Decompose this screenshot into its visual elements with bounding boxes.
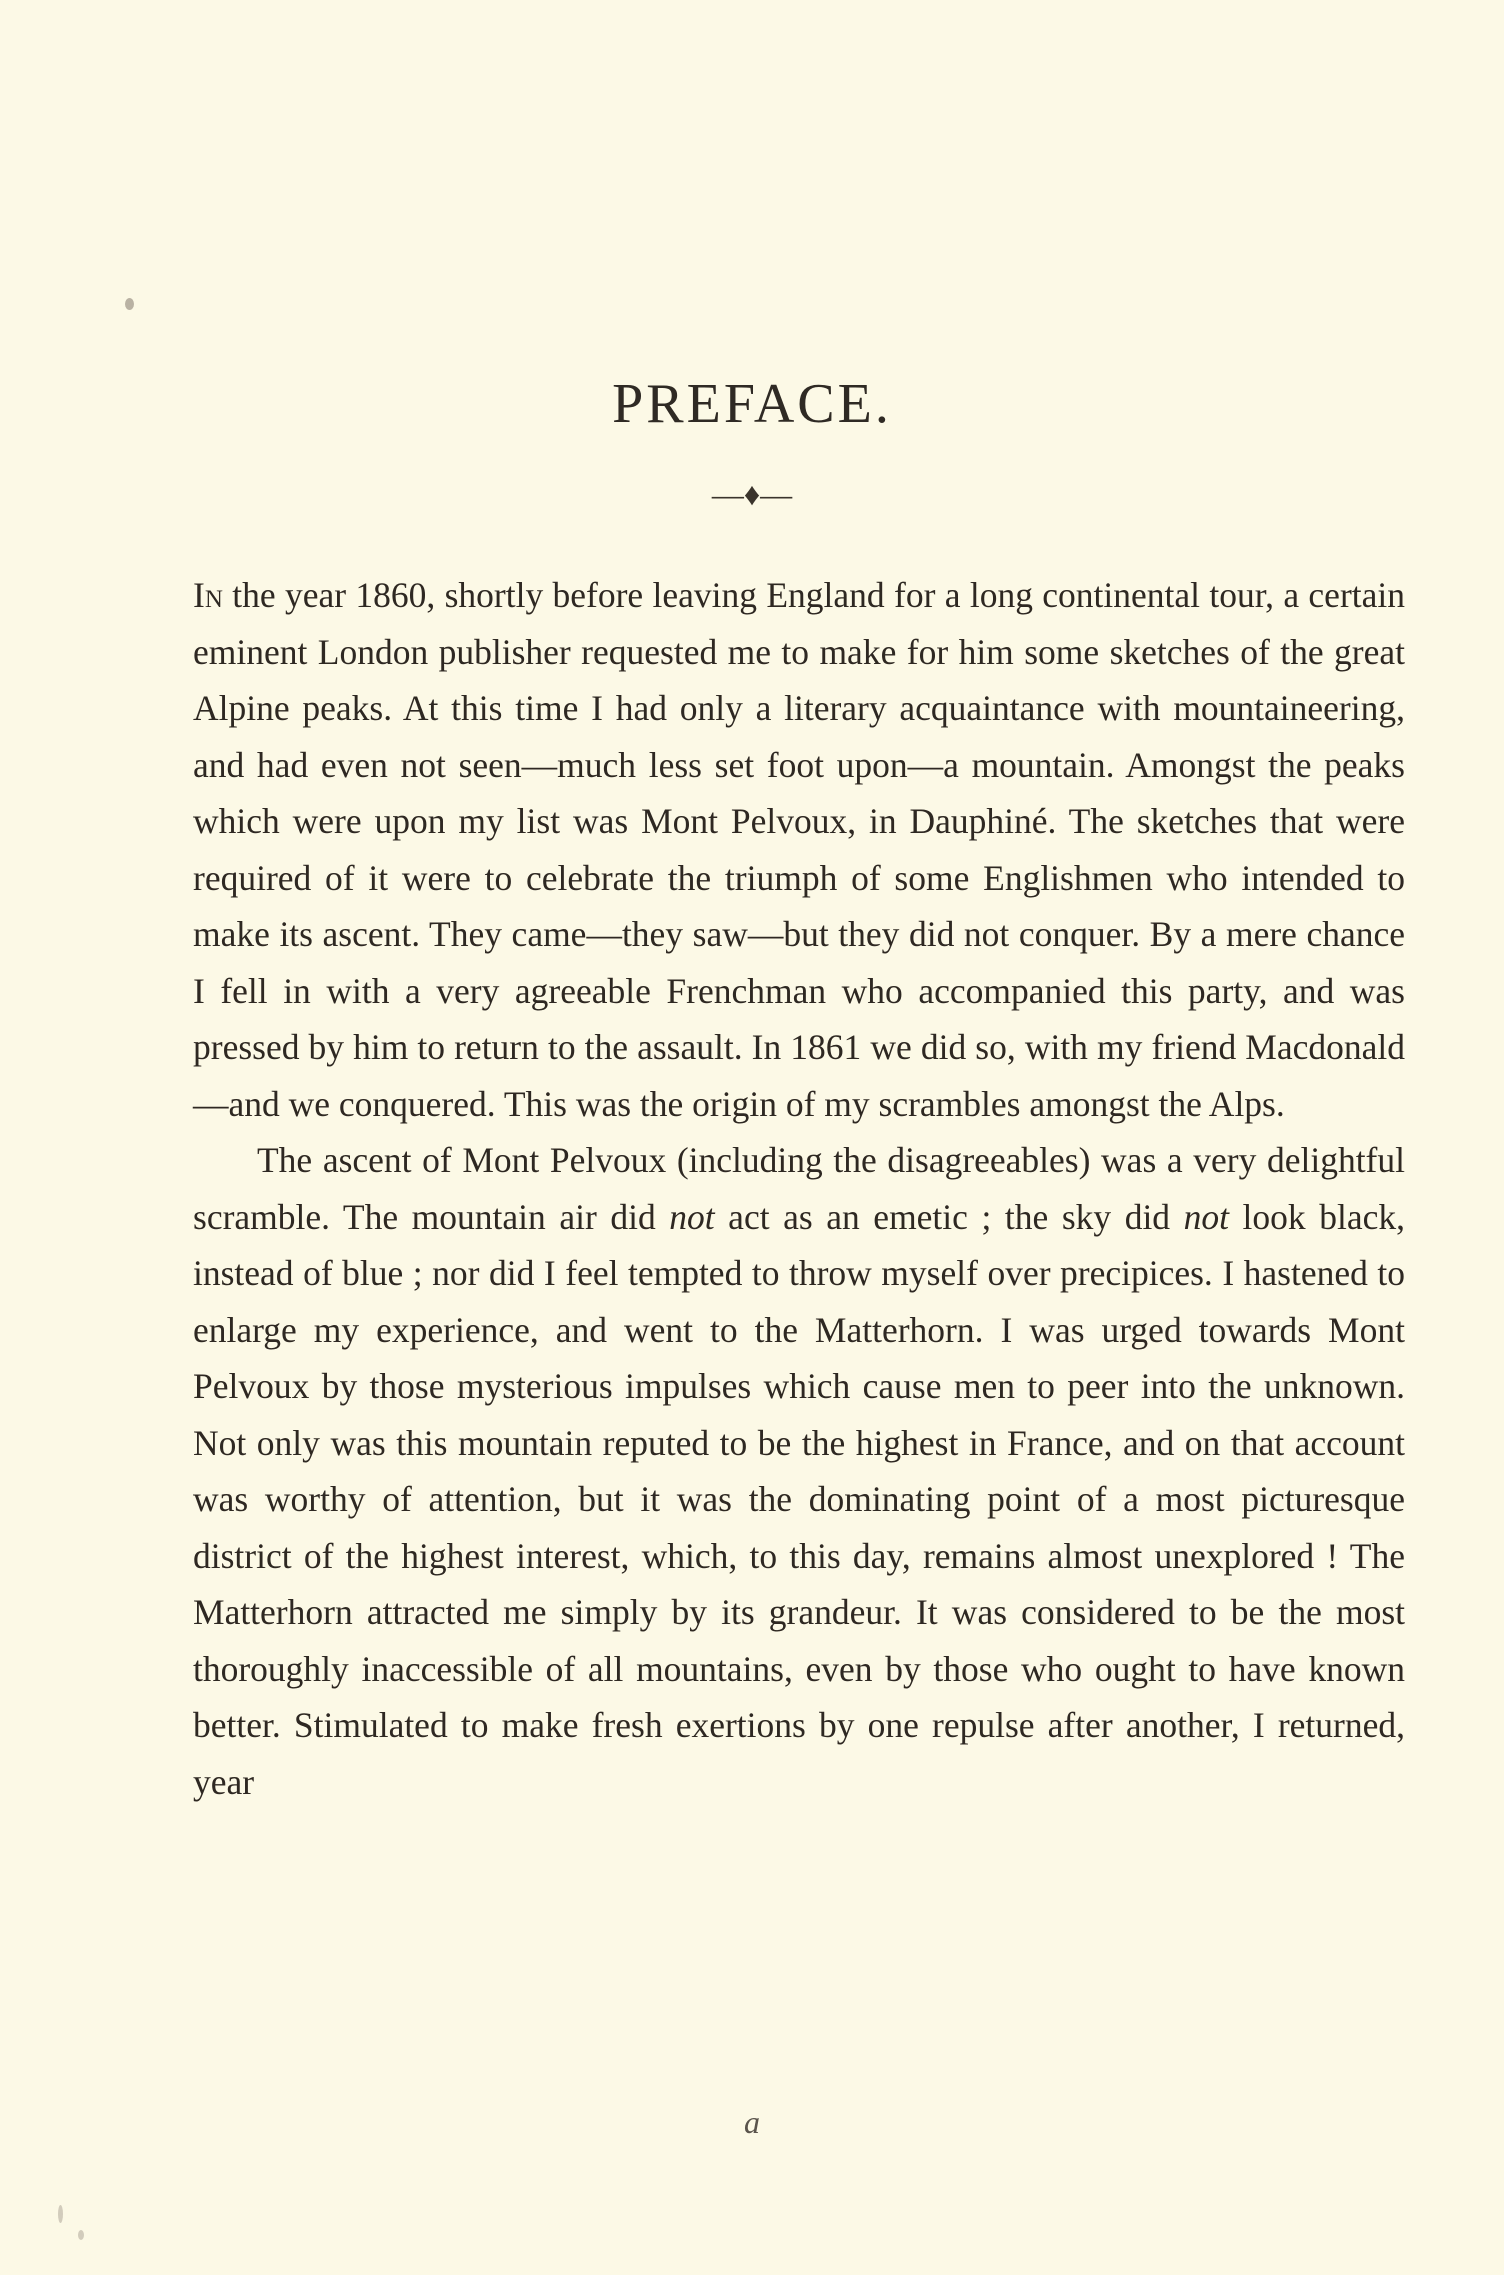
- italic-not-1: not: [669, 1196, 715, 1237]
- page-title: PREFACE.: [612, 373, 892, 435]
- paragraph-1: [193, 567, 1405, 1132]
- paragraph-1-text: the year 1860, shortly before leaving England for a long continental tour, a certain eminent London publisher requested me to make for him some sketches of the great Alpine peaks. At this time I had only a literary acquaintance with mountaineering, and had even not seen—much less set foot upon—a mountain. Amongst the peaks which were upon my list was Mont Pelvoux, in Dauphiné. The sketches that were required of it were to celebrate the triumph of some Englishmen who intended to make its ascent. They came—they saw—but they did not conquer. By a mere chance I fell in with a very agreeable Frenchman who accompanied this party, and was pressed by him to return to the assault. In 1861 we did so, with my friend Macdonald—and we conquered. This was the origin of my scrambles amongst the Alps.: [193, 575, 1405, 1124]
- paragraph-2-text-b: act as an emetic ; the sky did: [714, 1196, 1184, 1237]
- preface-body: [193, 567, 1405, 1810]
- italic-not-2: not: [1183, 1196, 1229, 1237]
- page-speck: [78, 2230, 84, 2240]
- page-speck: [58, 2205, 63, 2223]
- paragraph-2-text-c: look black, instead of blue ; nor did I feel tempted to throw myself over precipices. I hastened to enlarge my experience, and went to the Matterhorn. I was urged towards Mont Pelvoux by those mysterious impulses which cause men to peer into the unknown. Not only was this mountain reputed to be the highest in France, and on that account was worthy of attention, but it was the dominating point of a most picturesque district of the highest interest, which, to this day, remains almost unexplored ! The Matterhorn attracted me simply by its grandeur. It was considered to be the most thoroughly inaccessible of all mountains, even by those who ought to have known better. Stimulated to make fresh exertions by one repulse after another, I returned, year: [193, 1196, 1405, 1802]
- ornament-divider: —♦—: [711, 476, 793, 512]
- page-folio: a: [744, 2104, 760, 2140]
- dropcap-word: In: [193, 575, 223, 615]
- paragraph-2: [193, 1132, 1405, 1810]
- page-speck: [125, 298, 134, 310]
- paragraph-2-text-a: The ascent of Mont Pelvoux (including the disagreeables) was a very delightful scramble. The mountain air did: [193, 1140, 1405, 1237]
